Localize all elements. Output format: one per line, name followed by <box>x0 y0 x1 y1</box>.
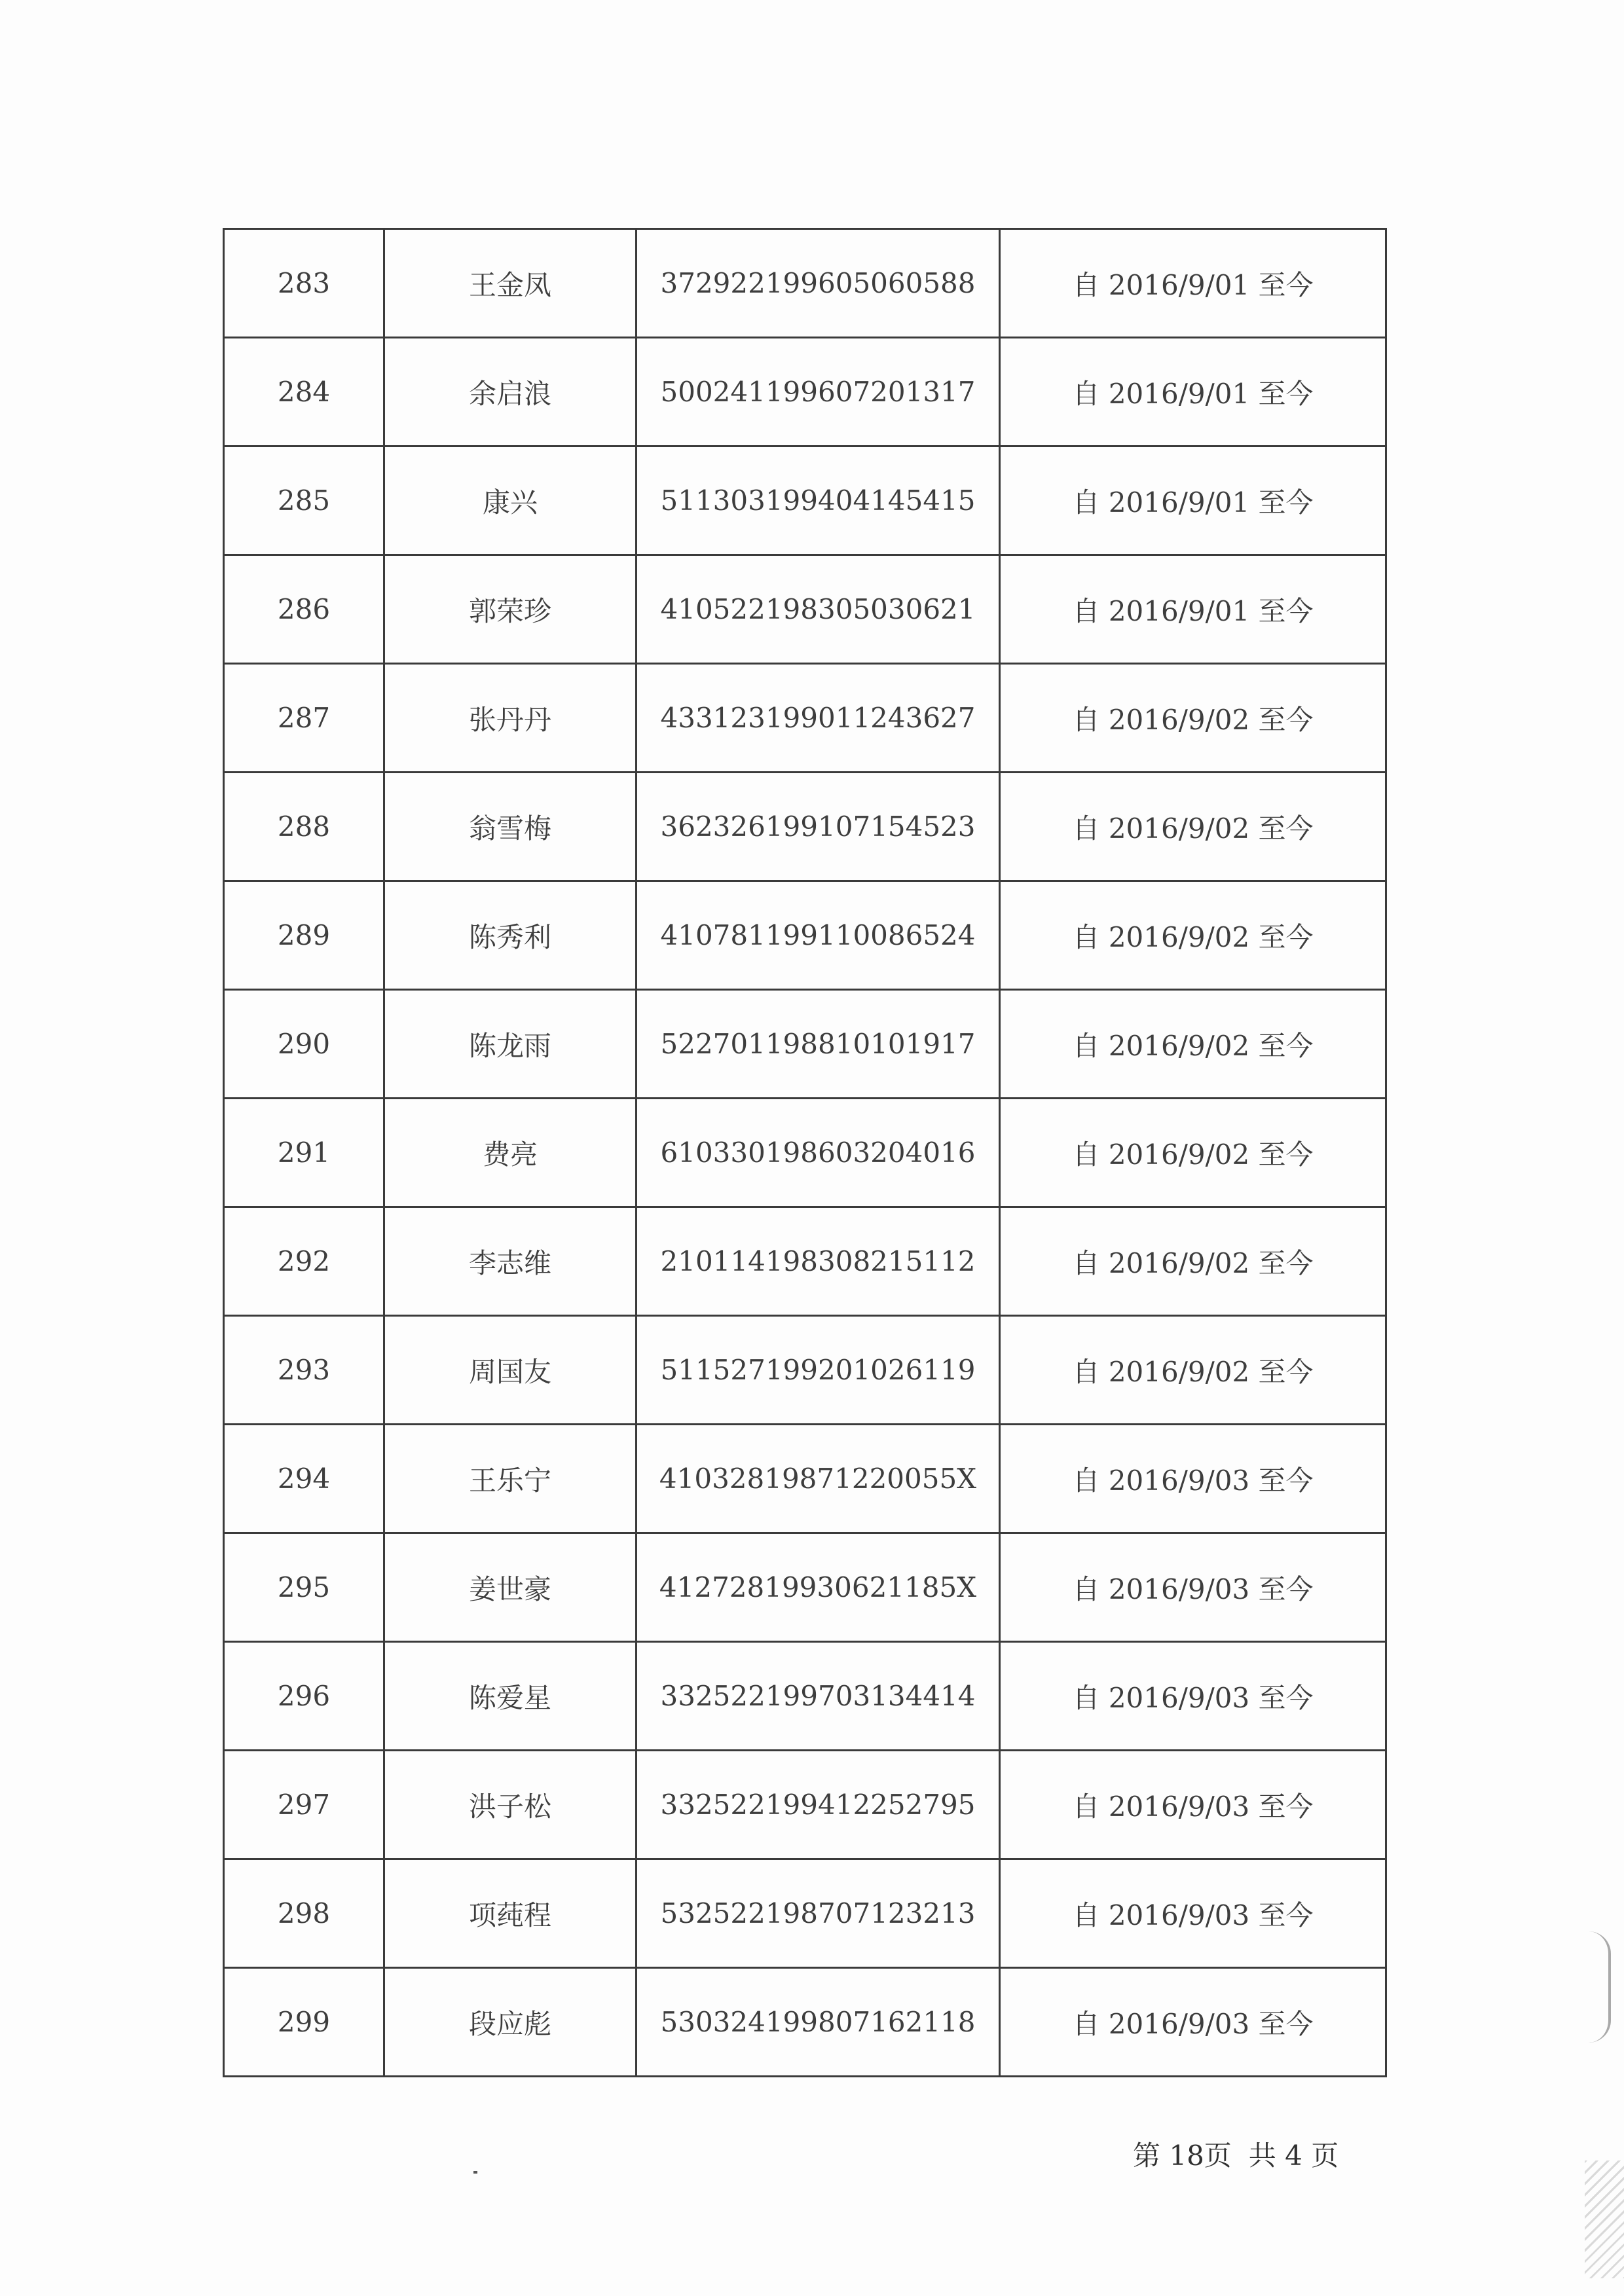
period-cell: 自 2016/9/01 至今 <box>1000 555 1386 664</box>
row-number-cell: 283 <box>224 229 384 338</box>
page-number-total: 共 4 页 <box>1248 2140 1339 2172</box>
scan-speck <box>473 2171 477 2174</box>
row-number-cell: 296 <box>224 1642 384 1751</box>
table-row <box>224 1099 1386 1207</box>
period-cell: 自 2016/9/03 至今 <box>1000 1968 1386 2077</box>
table-row <box>224 1425 1386 1533</box>
name-cell: 王金凤 <box>384 229 637 338</box>
name-cell: 项莼程 <box>384 1859 637 1968</box>
id-number-cell: 410522198305030621 <box>637 555 1000 664</box>
name-cell: 王乐宁 <box>384 1425 637 1533</box>
id-number-cell: 433123199011243627 <box>637 664 1000 773</box>
row-number-cell: 287 <box>224 664 384 773</box>
table-row <box>224 446 1386 555</box>
table-row <box>224 1316 1386 1425</box>
period-cell: 自 2016/9/01 至今 <box>1000 338 1386 446</box>
period-cell: 自 2016/9/02 至今 <box>1000 990 1386 1099</box>
period-cell: 自 2016/9/03 至今 <box>1000 1642 1386 1751</box>
row-number-cell: 285 <box>224 446 384 555</box>
id-number-cell: 332522199412252795 <box>637 1751 1000 1859</box>
id-number-cell: 500241199607201317 <box>637 338 1000 446</box>
row-number-cell: 291 <box>224 1099 384 1207</box>
employee-table-body <box>224 229 1386 2077</box>
table-row <box>224 1859 1386 1968</box>
period-cell: 自 2016/9/03 至今 <box>1000 1751 1386 1859</box>
row-number-cell: 284 <box>224 338 384 446</box>
row-number-cell: 293 <box>224 1316 384 1425</box>
row-number-cell: 297 <box>224 1751 384 1859</box>
table-row <box>224 664 1386 773</box>
period-cell: 自 2016/9/03 至今 <box>1000 1533 1386 1642</box>
scan-edge-smudge <box>1585 2160 1624 2278</box>
name-cell: 洪子松 <box>384 1751 637 1859</box>
employee-table <box>223 228 1387 2077</box>
id-number-cell: 532522198707123213 <box>637 1859 1000 1968</box>
id-number-cell: 511527199201026119 <box>637 1316 1000 1425</box>
name-cell: 陈爱星 <box>384 1642 637 1751</box>
table-row <box>224 1751 1386 1859</box>
period-cell: 自 2016/9/02 至今 <box>1000 1316 1386 1425</box>
table-row <box>224 1642 1386 1751</box>
id-number-cell: 332522199703134414 <box>637 1642 1000 1751</box>
row-number-cell: 286 <box>224 555 384 664</box>
period-cell: 自 2016/9/02 至今 <box>1000 881 1386 990</box>
id-number-cell: 41272819930621185X <box>637 1533 1000 1642</box>
id-number-cell: 410781199110086524 <box>637 881 1000 990</box>
id-number-cell: 41032819871220055X <box>637 1425 1000 1533</box>
name-cell: 郭荣珍 <box>384 555 637 664</box>
id-number-cell: 610330198603204016 <box>637 1099 1000 1207</box>
name-cell: 费亮 <box>384 1099 637 1207</box>
name-cell: 陈秀利 <box>384 881 637 990</box>
name-cell: 姜世豪 <box>384 1533 637 1642</box>
page-number-current: 第 18页 <box>1133 2140 1232 2172</box>
row-number-cell: 290 <box>224 990 384 1099</box>
table-row <box>224 990 1386 1099</box>
table-row <box>224 229 1386 338</box>
table-row <box>224 1533 1386 1642</box>
id-number-cell: 210114198308215112 <box>637 1207 1000 1316</box>
id-number-cell: 372922199605060588 <box>637 229 1000 338</box>
row-number-cell: 292 <box>224 1207 384 1316</box>
id-number-cell: 362326199107154523 <box>637 773 1000 881</box>
period-cell: 自 2016/9/02 至今 <box>1000 664 1386 773</box>
page-footer <box>1133 2134 1338 2174</box>
id-number-cell: 530324199807162118 <box>637 1968 1000 2077</box>
name-cell: 康兴 <box>384 446 637 555</box>
table-row <box>224 1207 1386 1316</box>
row-number-cell: 295 <box>224 1533 384 1642</box>
period-cell: 自 2016/9/03 至今 <box>1000 1859 1386 1968</box>
period-cell: 自 2016/9/02 至今 <box>1000 773 1386 881</box>
period-cell: 自 2016/9/01 至今 <box>1000 446 1386 555</box>
row-number-cell: 294 <box>224 1425 384 1533</box>
table-row <box>224 1968 1386 2077</box>
table-row <box>224 773 1386 881</box>
row-number-cell: 299 <box>224 1968 384 2077</box>
name-cell: 陈龙雨 <box>384 990 637 1099</box>
period-cell: 自 2016/9/02 至今 <box>1000 1207 1386 1316</box>
row-number-cell: 288 <box>224 773 384 881</box>
table-row <box>224 555 1386 664</box>
row-number-cell: 289 <box>224 881 384 990</box>
name-cell: 翁雪梅 <box>384 773 637 881</box>
id-number-cell: 511303199404145415 <box>637 446 1000 555</box>
row-number-cell: 298 <box>224 1859 384 1968</box>
name-cell: 段应彪 <box>384 1968 637 2077</box>
name-cell: 周国友 <box>384 1316 637 1425</box>
name-cell: 李志维 <box>384 1207 637 1316</box>
period-cell: 自 2016/9/02 至今 <box>1000 1099 1386 1207</box>
name-cell: 余启浪 <box>384 338 637 446</box>
id-number-cell: 522701198810101917 <box>637 990 1000 1099</box>
period-cell: 自 2016/9/01 至今 <box>1000 229 1386 338</box>
period-cell: 自 2016/9/03 至今 <box>1000 1425 1386 1533</box>
scan-edge-mark <box>1589 1931 1611 2043</box>
table-row <box>224 338 1386 446</box>
table-row <box>224 881 1386 990</box>
name-cell: 张丹丹 <box>384 664 637 773</box>
